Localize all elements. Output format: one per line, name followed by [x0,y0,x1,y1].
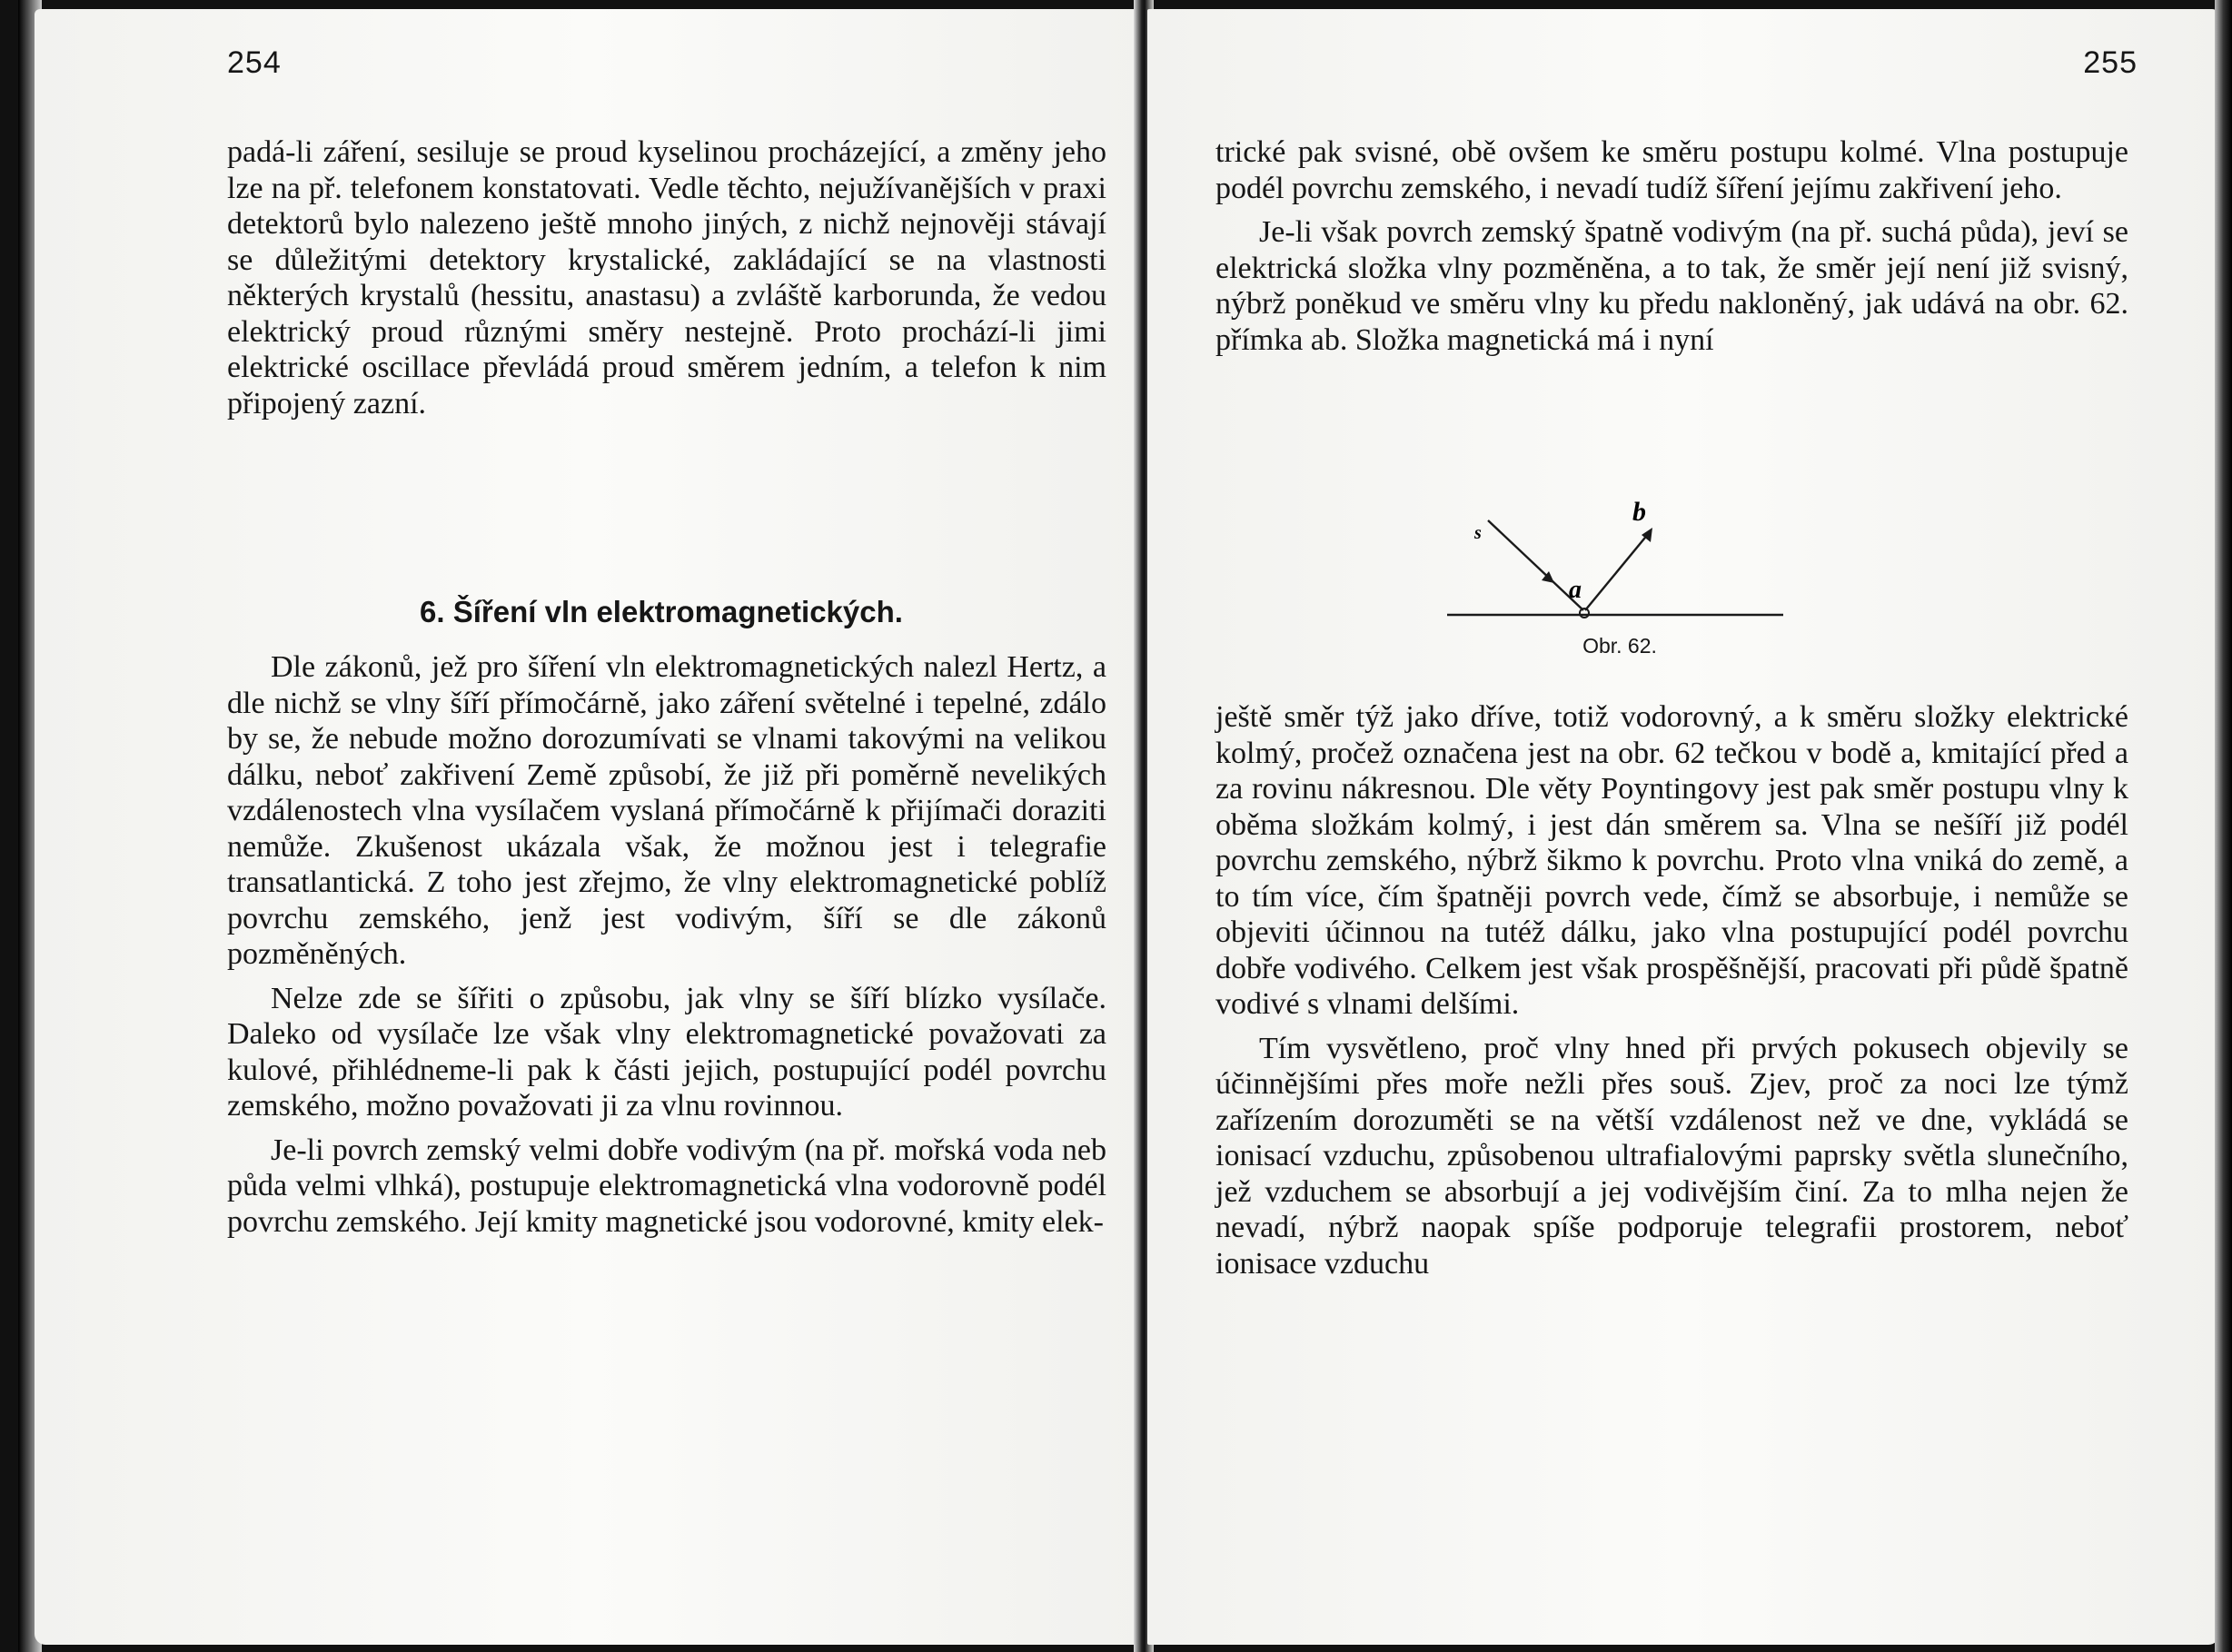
ray-ab [1585,533,1649,610]
left-paragraph-4: Je-li povrch zemský velmi dobře vodivým (na př. mořská voda neb půda velmi vlhká), postupuje elektromagnetická vlna vodorovně podél povrchu zemského. Její kmity magnetické jsou vodorovné, kmity elek- [227,1133,1106,1239]
label-b: b [1632,497,1646,527]
page-number-left: 254 [227,45,282,80]
wave-diagram [1447,468,1792,631]
right-paragraph-3: ještě směr týž jako dříve, totiž vodorovný, a k směru složky elektrické kolmý, pročež označena jest na obr. 62 tečkou v bodě a, kmitající před a za rovinu nákresnou. Dle věty Poyntingovy jest pak směr postupu vlny k oběma složkám kolmý, i jest dán směrem sa. Vlna se nešíří již podél povrchu zemského, nýbrž šikmo k povrchu. Proto vlna vniká do země, a to tím více, čím špatněji povrch vede, čímž se absorbuje, i nemůže se objeviti účinnou na tutéž dálku, jako vlna postupující podél povrchu dobře vodivého. Celkem jest však prospěšnější, pracovati při půdě špatně vodivé s vlnami delšími. [1215,700,2128,1021]
label-s: s [1474,523,1482,543]
right-page [1147,9,2219,1645]
right-paragraph-2: Je-li však povrch zemský špatně vodivým (na př. suchá půda), jeví se elektrická složka vlny pozměněna, a to tak, že směr její není již svisný, nýbrž poněkud ve směru vlny ku předu nakloněný, jak udává na obr. 62. přímka ab. Složka magnetická má i nyní [1215,215,2128,357]
right-paragraph-4: Tím vysvětleno, proč vlny hned při prvých pokusech objevily se účinnějšími přes moře nežli přes souš. Zjev, proč za noci lze týmž zařízením dorozuměti se na větší vzdálenost než ve dne, vykládá se ionisací vzduchu, způsobenou ultrafialovými paprsky světla slunečního, jež vzduchem se absorbují a jej vodivějším činí. Za to mlha nejen že nevadí, nýbrž naopak spíše podporuje telegrafii prostorem, neboť ionisace vzduchu [1215,1031,2128,1281]
right-text-bottom [1215,699,2128,1290]
label-a: a [1569,576,1582,604]
left-paragraph-2: Dle zákonů, jež pro šíření vln elektromagnetických nalezl Hertz, a dle nichž se vlny šíří přímočárně, jako záření světelné i tepelné, zdálo by se, že nebude možno dorozumívati se vlnami takovými na velikou dálku, neboť zakřivení Země způsobí, že již při poměrně nevelikých vzdálenostech vlna vysílačem vyslaná přímočárně k přijímači doraziti nemůže. Zkušenost ukázala však, že možnou jest i telegrafie transatlantická. Z toho jest zřejmo, že vlny elektromagnetické poblíž povrchu zemského, jenž jest vodivým, šíří se dle zákonů pozměněných. [227,650,1106,971]
book-edge-right [2215,0,2232,1652]
figure-caption: Obr. 62. [1582,634,1657,658]
figure-62 [1447,468,1792,668]
page-number-right: 255 [2083,45,2138,80]
section-heading: 6. Šíření vln elektromagnetických. [420,595,903,628]
left-text-top [227,134,1106,430]
left-text-bottom [227,649,1106,1248]
left-paragraph-1: padá-li záření, sesiluje se proud kyselinou procházející, a změny jeho lze na př. telefonem konstatovati. Vedle těchto, nejužívanějších v praxi detektorů bylo nalezeno ještě mnoho jiných, z nichž nejnověji stávají se důležitými detektory krystalické, zakládající se na vlastnosti některých krystalů (hessitu, anastasu) a zvláště karborunda, že vedou elektrický proud různými směry nestejně. Proto prochází-li jimi elektrické oscillace převládá proud směrem jedním, a telefon k nim připojený zazní. [227,135,1106,420]
right-text-top [1215,134,2128,366]
point-a [1580,608,1589,618]
left-paragraph-3: Nelze zde se šířiti o způsobu, jak vlny se šíří blízko vysílače. Daleko od vysílače lze však vlny elektromagnetické považovati za kulové, přihlédneme-li pak k části jejich, postupující podél povrchu zemského, možno považovati ji za vlnu rovinnou. [227,981,1106,1123]
left-page [35,9,1145,1645]
right-paragraph-1: trické pak svisné, obě ovšem ke směru postupu kolmé. Vlna postupuje podél povrchu zemského, i nevadí tudíž šíření jejímu zakřivení jeho. [1215,135,2128,205]
